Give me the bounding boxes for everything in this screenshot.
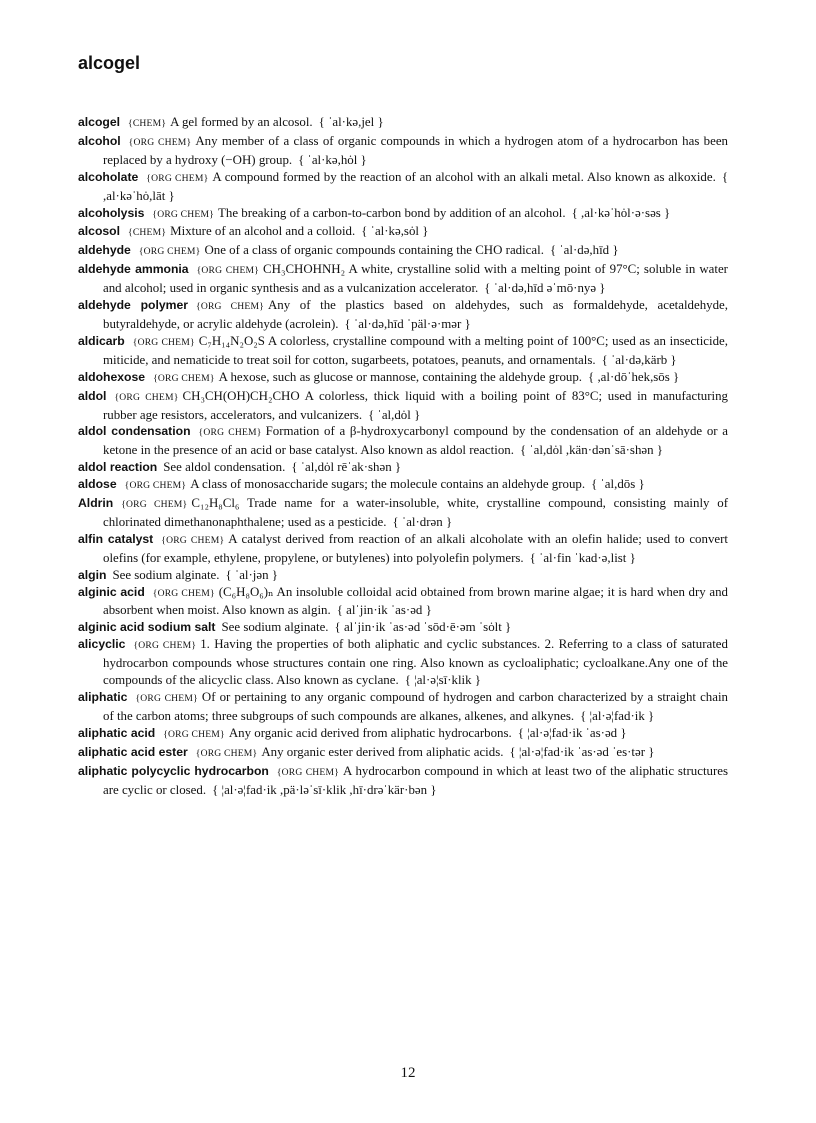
entry-headword: alcoholysis	[78, 205, 145, 220]
entry-pronunciation: { ,al·kəˈhȯ,lāt }	[103, 170, 728, 203]
entry-headword: aldol condensation	[78, 424, 191, 439]
entry-pronunciation: { ,al·dōˈhek,sōs }	[588, 370, 679, 384]
entry-definition: CH₃CHOHNH₂ A white, crystalline solid with a melting point of 97°C; soluble in water and alcohol; used in organic synthesis and as a vulcanization accelerator.	[103, 262, 728, 296]
entry-pronunciation: { ˈal·kə,hȯl }	[298, 153, 367, 167]
entry-headword: alginic acid sodium salt	[78, 620, 216, 635]
entry-definition: Any organic acid derived from aliphatic hydrocarbons.	[228, 725, 512, 740]
entry-definition: (C₆H₈O₆)ₙ An insoluble colloidal acid obtained from brown marine algae; it is hard when dry and absorbent when moist. Also known as algin.	[103, 584, 728, 618]
dictionary-entry	[78, 297, 728, 333]
entry-definition: CH₃CH(OH)CH₂CHO A colorless, thick liquid with a boiling point of 83°C; used in manufacturing rubber age resistors, accelerators, and vulcanizers.	[103, 388, 728, 422]
entry-subject: { ORG CHEM }	[135, 693, 197, 704]
entry-pronunciation: { ¦al·ə¦sī·klik }	[405, 673, 481, 687]
entry-pronunciation: { ˈal·kə,sȯl }	[361, 224, 428, 238]
entry-subject: { ORG CHEM }	[133, 640, 196, 651]
dictionary-entry	[78, 242, 728, 261]
entry-pronunciation: { ˈal,dȯl }	[368, 408, 420, 422]
entry-headword: algin	[78, 567, 107, 582]
dictionary-entry	[78, 584, 728, 620]
entry-definition: C₇H₁₄N₂O₂S A colorless, crystalline compound with a melting point of 100°C; used as an insecticide, miticide, and nematicide to treat soil for cotton, sugarbeets, potatoes, peanuts, and ornamentals.	[103, 333, 728, 367]
entry-subject: { ORG CHEM }	[163, 729, 225, 740]
dictionary-entry	[78, 531, 728, 567]
entry-subject: { ORG CHEM }	[133, 337, 195, 348]
dictionary-entry	[78, 459, 728, 476]
entry-headword: aldehyde polymer	[78, 298, 189, 313]
entry-headword: aliphatic acid ester	[78, 744, 188, 759]
entry-definition: The breaking of a carbon-to-carbon bond by addition of an alcohol.	[218, 205, 566, 220]
entry-definition: A hexose, such as glucose or mannose, containing the aldehyde group.	[218, 369, 583, 384]
entry-subject: { CHEM }	[128, 227, 166, 238]
entry-pronunciation: { ˈal,dȯl ,kän·dənˈsā·shən }	[520, 443, 663, 457]
entry-subject: { ORG CHEM }	[197, 265, 259, 276]
entry-pronunciation: { alˈjin·ik ˈas·əd ˈsōd·ē·əm ˈsȯlt }	[335, 620, 512, 634]
entry-pronunciation: { ˈal,dōs }	[591, 477, 645, 491]
entry-subject: { ORG CHEM }	[114, 392, 178, 403]
entry-subject: { ORG CHEM }	[196, 301, 264, 312]
entry-definition: Any organic ester derived from aliphatic acids.	[261, 744, 504, 759]
entry-subject: { ORG CHEM }	[152, 209, 214, 220]
dictionary-entry	[78, 567, 728, 584]
entry-subject: { ORG CHEM }	[196, 748, 258, 759]
entry-headword: aliphatic	[78, 690, 128, 704]
dictionary-entry	[78, 333, 728, 369]
entry-headword: Aldrin	[78, 496, 114, 511]
entry-headword: alicyclic	[78, 637, 126, 652]
entry-subject: { ORG CHEM }	[161, 535, 224, 546]
dictionary-entry	[78, 261, 728, 297]
entry-headword: alcohol	[78, 133, 121, 148]
entry-pronunciation: { alˈjin·ik ˈas·əd }	[337, 603, 432, 617]
entry-definition: One of a class of organic compounds containing the CHO radical.	[204, 243, 544, 258]
entry-subject: { CHEM }	[128, 118, 166, 129]
entry-pronunciation: { ˈal·də,hīd }	[550, 243, 619, 257]
entry-definition: A gel formed by an alcosol.	[170, 115, 313, 129]
dictionary-entry	[78, 423, 728, 459]
entry-pronunciation: { ˈal,dȯl rēˈak·shən }	[291, 460, 401, 474]
dictionary-entry	[78, 744, 728, 763]
entry-headword: aliphatic acid	[78, 725, 156, 740]
entry-headword: alcogel	[78, 115, 120, 129]
entry-definition: C₁₂H₈Cl₆ Trade name for a water-insoluble, white, crystalline compound, consisting mainly of chlorinated dimethanonaphthalene; used as a pesticide.	[103, 496, 728, 529]
entry-pronunciation: { ¦al·ə¦fad·ik }	[580, 709, 654, 723]
entry-headword: alginic acid	[78, 584, 145, 599]
entry-headword: alcosol	[78, 224, 120, 239]
dictionary-entry	[78, 636, 728, 689]
entry-pronunciation: { ˈal·drən }	[393, 515, 453, 529]
entry-definition: Any member of a class of organic compounds in which a hydrogen atom of a hydrocarbon has been replaced by a hydroxy (−OH) group.	[103, 133, 728, 167]
entry-subject: { ORG CHEM }	[125, 480, 187, 491]
dictionary-entry	[78, 114, 728, 133]
entry-headword: aldol reaction	[78, 460, 158, 475]
dictionary-entry	[78, 725, 728, 744]
entry-headword: alfin catalyst	[78, 531, 154, 546]
dictionary-entries	[78, 114, 728, 798]
entry-definition: Mixture of an alcohol and a colloid.	[170, 224, 356, 239]
dictionary-entry	[78, 476, 728, 495]
entry-pronunciation: { ¦al·ə¦fad·ik ˈas·əd ˈes·tər }	[509, 745, 654, 759]
entry-pronunciation: { ˈal·də,hīd ˈpäl·ə·mər }	[345, 317, 471, 331]
entry-headword: aldol	[78, 388, 107, 403]
entry-pronunciation: { ˈal·kə,jel }	[319, 115, 384, 129]
dictionary-entry	[78, 619, 728, 636]
entry-pronunciation: { ˈal·jən }	[226, 568, 278, 582]
entry-subject: { ORG CHEM }	[153, 373, 215, 384]
entry-definition: Any of the plastics based on aldehydes, such as formaldehyde, acetaldehyde, butyraldehyde, or acrylic aldehyde (acrolein).	[103, 298, 728, 331]
entry-subject: { ORG CHEM }	[199, 427, 262, 438]
entry-definition: A catalyst derived from reaction of an alkali alcoholate with an olefin halide; used to convert olefins (for example, ethylene, propylene, or butylenes) into polyolefin polymers.	[103, 531, 728, 565]
entry-definition: Of or pertaining to any organic compound of hydrogen and carbon characterized by a straight chain of the carbon atoms; three subgroups of such compounds are alkanes, alkenes, and alkynes.	[103, 690, 728, 723]
dictionary-entry	[78, 133, 728, 169]
entry-pronunciation: { ˈal·fin ˈkad·ə,list }	[530, 551, 636, 565]
entry-subject: { ORG CHEM }	[129, 137, 192, 148]
entry-pronunciation: { ¦al·ə¦fad·ik ˈas·əd }	[518, 726, 627, 740]
entry-subject: { ORG CHEM }	[153, 588, 215, 599]
dictionary-entry	[78, 689, 728, 725]
dictionary-entry	[78, 495, 728, 531]
entry-pronunciation: { ˈal·də,hīd əˈmō·nyə }	[484, 281, 605, 295]
entry-definition: 1. Having the properties of both aliphatic and cyclic substances. 2. Referring to a class of saturated hydrocarbon compounds whose structures contain one ring. Also known as cycloaliphatic; cycloalkane.Any one of the compounds of the alicyclic class. Also known as cyclane.	[103, 637, 728, 688]
entry-headword: alcoholate	[78, 169, 139, 184]
entry-definition: A compound formed by the reaction of an alcohol with an alkali metal. Also known as alkoxide.	[212, 169, 716, 184]
entry-definition: See sodium alginate.	[112, 567, 220, 582]
entry-subject: { ORG CHEM }	[121, 499, 187, 510]
dictionary-entry	[78, 205, 728, 224]
page-header-guide-word: alcogel	[78, 53, 141, 73]
entry-headword: aldehyde	[78, 243, 131, 258]
entry-headword: aldehyde ammonia	[78, 262, 189, 277]
entry-definition: A hydrocarbon compound in which at least two of the aliphatic structures are cyclic or closed.	[103, 763, 728, 797]
dictionary-entry	[78, 223, 728, 242]
entry-headword: aldose	[78, 477, 117, 492]
entry-subject: { ORG CHEM }	[146, 173, 208, 184]
entry-pronunciation: { ˈal·də,kärb }	[602, 353, 677, 367]
entry-definition: See aldol condensation.	[163, 460, 286, 475]
entry-definition: See sodium alginate.	[221, 620, 329, 635]
entry-headword: aldicarb	[78, 333, 125, 348]
entry-definition: Formation of a β-hydroxycarbonyl compound by the condensation of an aldehyde or a ketone in the presence of an acid or base catalyst. Also known as aldol reaction.	[103, 424, 728, 458]
entry-subject: { ORG CHEM }	[139, 246, 201, 257]
dictionary-entry	[78, 369, 728, 388]
entry-headword: aliphatic polycyclic hydrocarbon	[78, 763, 269, 778]
entry-pronunciation: { ,al·kəˈhȯl·ə·səs }	[572, 206, 671, 220]
entry-pronunciation: { ¦al·ə¦fad·ik ,pä·ləˈsī·klik ,hī·drəˈkär·bən }	[212, 783, 436, 797]
dictionary-entry	[78, 763, 728, 799]
entry-headword: aldohexose	[78, 369, 146, 384]
entry-subject: { ORG CHEM }	[277, 767, 339, 778]
dictionary-entry	[78, 388, 728, 424]
dictionary-entry	[78, 169, 728, 205]
page-number: 12	[400, 1065, 416, 1081]
entry-definition: A class of monosaccharide sugars; the molecule contains an aldehyde group.	[190, 477, 586, 492]
